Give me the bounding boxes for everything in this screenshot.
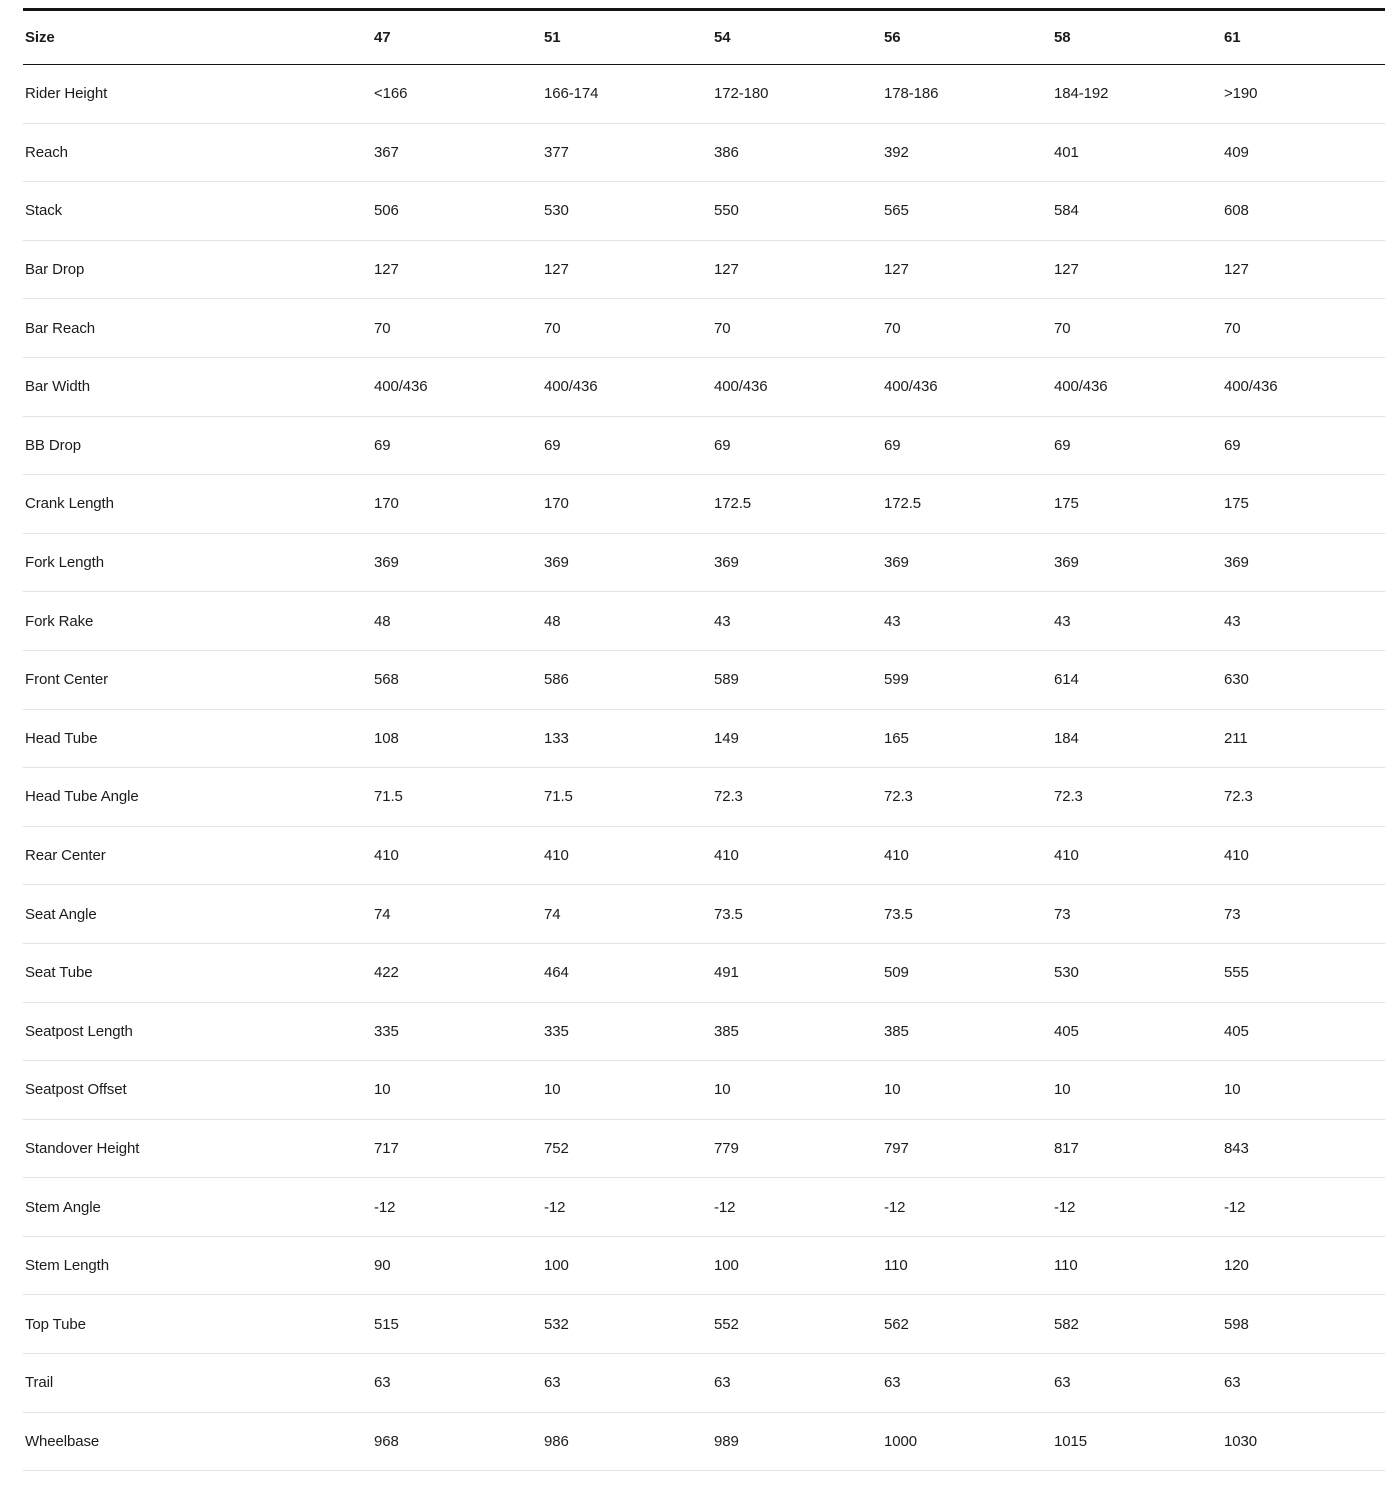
table-row [23, 1003, 1385, 1062]
value-cell: 410 [372, 827, 542, 886]
value-cell: 72.3 [712, 768, 882, 827]
value-cell: 565 [882, 182, 1052, 241]
value-cell: 589 [712, 651, 882, 710]
value-cell: 48 [372, 592, 542, 651]
value-cell: 797 [882, 1120, 1052, 1179]
value-cell: 184-192 [1052, 65, 1222, 124]
value-cell: 90 [372, 1237, 542, 1296]
table-row [23, 1413, 1385, 1472]
value-cell: 377 [542, 124, 712, 183]
table-row [23, 358, 1385, 417]
value-cell: 211 [1222, 710, 1385, 769]
value-cell: 410 [882, 827, 1052, 886]
value-cell: 10 [372, 1061, 542, 1120]
value-cell: 752 [542, 1120, 712, 1179]
value-cell: 71.5 [372, 768, 542, 827]
value-cell: 717 [372, 1120, 542, 1179]
value-cell: 170 [542, 475, 712, 534]
value-cell: 70 [542, 299, 712, 358]
value-cell: 172.5 [882, 475, 1052, 534]
table-row [23, 475, 1385, 534]
value-cell: 10 [542, 1061, 712, 1120]
row-label: Top Tube [23, 1295, 372, 1354]
value-cell: 400/436 [1052, 358, 1222, 417]
table-row [23, 417, 1385, 476]
value-cell: 562 [882, 1295, 1052, 1354]
value-cell: 63 [1222, 1354, 1385, 1413]
row-label: Trail [23, 1354, 372, 1413]
value-cell: 69 [542, 417, 712, 476]
value-cell: 515 [372, 1295, 542, 1354]
value-cell: 70 [882, 299, 1052, 358]
value-cell: 530 [1052, 944, 1222, 1003]
value-cell: 63 [882, 1354, 1052, 1413]
value-cell: 127 [1222, 241, 1385, 300]
row-label: Fork Length [23, 534, 372, 593]
value-cell: 69 [882, 417, 1052, 476]
table-row [23, 1354, 1385, 1413]
value-cell: 369 [1222, 534, 1385, 593]
row-label: Stack [23, 182, 372, 241]
value-cell: 100 [542, 1237, 712, 1296]
value-cell: 582 [1052, 1295, 1222, 1354]
table-row [23, 592, 1385, 651]
value-cell: 72.3 [1052, 768, 1222, 827]
value-cell: 405 [1052, 1003, 1222, 1062]
value-cell: 369 [1052, 534, 1222, 593]
table-row [23, 65, 1385, 124]
value-cell: >190 [1222, 65, 1385, 124]
value-cell: 630 [1222, 651, 1385, 710]
value-cell: 108 [372, 710, 542, 769]
table-row [23, 1178, 1385, 1237]
value-cell: 614 [1052, 651, 1222, 710]
value-cell: 133 [542, 710, 712, 769]
value-cell: 172-180 [712, 65, 882, 124]
value-cell: 584 [1052, 182, 1222, 241]
column-header: 56 [882, 11, 1052, 65]
geometry-table [23, 8, 1385, 1471]
value-cell: 410 [712, 827, 882, 886]
value-cell: 532 [542, 1295, 712, 1354]
value-cell: 1015 [1052, 1413, 1222, 1472]
value-cell: 149 [712, 710, 882, 769]
value-cell: -12 [372, 1178, 542, 1237]
table-row [23, 710, 1385, 769]
value-cell: 170 [372, 475, 542, 534]
row-label: Head Tube [23, 710, 372, 769]
value-cell: 43 [712, 592, 882, 651]
table-row [23, 768, 1385, 827]
value-cell: 586 [542, 651, 712, 710]
table-row [23, 124, 1385, 183]
value-cell: -12 [1052, 1178, 1222, 1237]
value-cell: 127 [372, 241, 542, 300]
value-cell: 608 [1222, 182, 1385, 241]
value-cell: 165 [882, 710, 1052, 769]
value-cell: 509 [882, 944, 1052, 1003]
table-row [23, 651, 1385, 710]
value-cell: 70 [1052, 299, 1222, 358]
column-header: 58 [1052, 11, 1222, 65]
table-row [23, 1120, 1385, 1179]
value-cell: 369 [372, 534, 542, 593]
value-cell: 530 [542, 182, 712, 241]
value-cell: 385 [882, 1003, 1052, 1062]
value-cell: 178-186 [882, 65, 1052, 124]
value-cell: 73.5 [712, 885, 882, 944]
value-cell: 120 [1222, 1237, 1385, 1296]
row-label: Seat Angle [23, 885, 372, 944]
value-cell: -12 [1222, 1178, 1385, 1237]
value-cell: 400/436 [1222, 358, 1385, 417]
value-cell: 10 [712, 1061, 882, 1120]
table-row [23, 182, 1385, 241]
table-row [23, 944, 1385, 1003]
row-label: Bar Drop [23, 241, 372, 300]
value-cell: 127 [542, 241, 712, 300]
value-cell: 550 [712, 182, 882, 241]
column-header: 51 [542, 11, 712, 65]
value-cell: 552 [712, 1295, 882, 1354]
value-cell: 464 [542, 944, 712, 1003]
value-cell: 989 [712, 1413, 882, 1472]
value-cell: 410 [1052, 827, 1222, 886]
value-cell: 598 [1222, 1295, 1385, 1354]
row-label: Head Tube Angle [23, 768, 372, 827]
value-cell: 568 [372, 651, 542, 710]
column-header: 54 [712, 11, 882, 65]
value-cell: 400/436 [712, 358, 882, 417]
value-cell: 127 [1052, 241, 1222, 300]
table-row [23, 1295, 1385, 1354]
row-label: Stem Length [23, 1237, 372, 1296]
value-cell: 69 [712, 417, 882, 476]
row-label: Seatpost Offset [23, 1061, 372, 1120]
value-cell: 70 [712, 299, 882, 358]
value-cell: 335 [372, 1003, 542, 1062]
table-body [23, 65, 1385, 1471]
value-cell: -12 [882, 1178, 1052, 1237]
value-cell: 405 [1222, 1003, 1385, 1062]
value-cell: 69 [372, 417, 542, 476]
table-row [23, 299, 1385, 358]
row-label: Crank Length [23, 475, 372, 534]
value-cell: 817 [1052, 1120, 1222, 1179]
value-cell: 70 [372, 299, 542, 358]
row-label: Bar Width [23, 358, 372, 417]
value-cell: 63 [372, 1354, 542, 1413]
row-label: Seat Tube [23, 944, 372, 1003]
table-row [23, 241, 1385, 300]
value-cell: 73 [1222, 885, 1385, 944]
value-cell: -12 [712, 1178, 882, 1237]
value-cell: 968 [372, 1413, 542, 1472]
value-cell: 410 [1222, 827, 1385, 886]
value-cell: 175 [1052, 475, 1222, 534]
value-cell: 63 [542, 1354, 712, 1413]
row-label: Seatpost Length [23, 1003, 372, 1062]
value-cell: 335 [542, 1003, 712, 1062]
value-cell: 410 [542, 827, 712, 886]
row-label: Front Center [23, 651, 372, 710]
value-cell: 127 [882, 241, 1052, 300]
value-cell: 110 [882, 1237, 1052, 1296]
value-cell: 74 [372, 885, 542, 944]
value-cell: 385 [712, 1003, 882, 1062]
value-cell: 69 [1052, 417, 1222, 476]
value-cell: 175 [1222, 475, 1385, 534]
value-cell: 491 [712, 944, 882, 1003]
value-cell: -12 [542, 1178, 712, 1237]
row-label: Wheelbase [23, 1413, 372, 1472]
value-cell: 400/436 [372, 358, 542, 417]
value-cell: 386 [712, 124, 882, 183]
value-cell: 599 [882, 651, 1052, 710]
value-cell: 63 [1052, 1354, 1222, 1413]
value-cell: 367 [372, 124, 542, 183]
value-cell: 506 [372, 182, 542, 241]
table-row [23, 1061, 1385, 1120]
row-label: Standover Height [23, 1120, 372, 1179]
row-label: Reach [23, 124, 372, 183]
value-cell: 409 [1222, 124, 1385, 183]
row-label: Stem Angle [23, 1178, 372, 1237]
row-label: Fork Rake [23, 592, 372, 651]
value-cell: 72.3 [882, 768, 1052, 827]
value-cell: 73.5 [882, 885, 1052, 944]
value-cell: 1000 [882, 1413, 1052, 1472]
table-row [23, 534, 1385, 593]
value-cell: 400/436 [542, 358, 712, 417]
value-cell: 843 [1222, 1120, 1385, 1179]
value-cell: 48 [542, 592, 712, 651]
value-cell: 72.3 [1222, 768, 1385, 827]
value-cell: 172.5 [712, 475, 882, 534]
value-cell: 69 [1222, 417, 1385, 476]
column-header-size: Size [23, 11, 372, 65]
value-cell: 110 [1052, 1237, 1222, 1296]
value-cell: 392 [882, 124, 1052, 183]
value-cell: 422 [372, 944, 542, 1003]
value-cell: <166 [372, 65, 542, 124]
row-label: Rear Center [23, 827, 372, 886]
value-cell: 555 [1222, 944, 1385, 1003]
column-header: 47 [372, 11, 542, 65]
value-cell: 369 [712, 534, 882, 593]
value-cell: 127 [712, 241, 882, 300]
value-cell: 10 [882, 1061, 1052, 1120]
table-row [23, 1237, 1385, 1296]
value-cell: 70 [1222, 299, 1385, 358]
table-row [23, 885, 1385, 944]
value-cell: 10 [1222, 1061, 1385, 1120]
value-cell: 369 [882, 534, 1052, 593]
value-cell: 74 [542, 885, 712, 944]
table-row [23, 827, 1385, 886]
value-cell: 73 [1052, 885, 1222, 944]
value-cell: 43 [1222, 592, 1385, 651]
value-cell: 1030 [1222, 1413, 1385, 1472]
value-cell: 43 [1052, 592, 1222, 651]
value-cell: 166-174 [542, 65, 712, 124]
value-cell: 779 [712, 1120, 882, 1179]
row-label: Rider Height [23, 65, 372, 124]
row-label: BB Drop [23, 417, 372, 476]
value-cell: 184 [1052, 710, 1222, 769]
value-cell: 400/436 [882, 358, 1052, 417]
row-label: Bar Reach [23, 299, 372, 358]
value-cell: 100 [712, 1237, 882, 1296]
value-cell: 63 [712, 1354, 882, 1413]
column-header: 61 [1222, 11, 1385, 65]
value-cell: 10 [1052, 1061, 1222, 1120]
value-cell: 43 [882, 592, 1052, 651]
value-cell: 986 [542, 1413, 712, 1472]
value-cell: 369 [542, 534, 712, 593]
value-cell: 71.5 [542, 768, 712, 827]
value-cell: 401 [1052, 124, 1222, 183]
header-row [23, 11, 1385, 65]
